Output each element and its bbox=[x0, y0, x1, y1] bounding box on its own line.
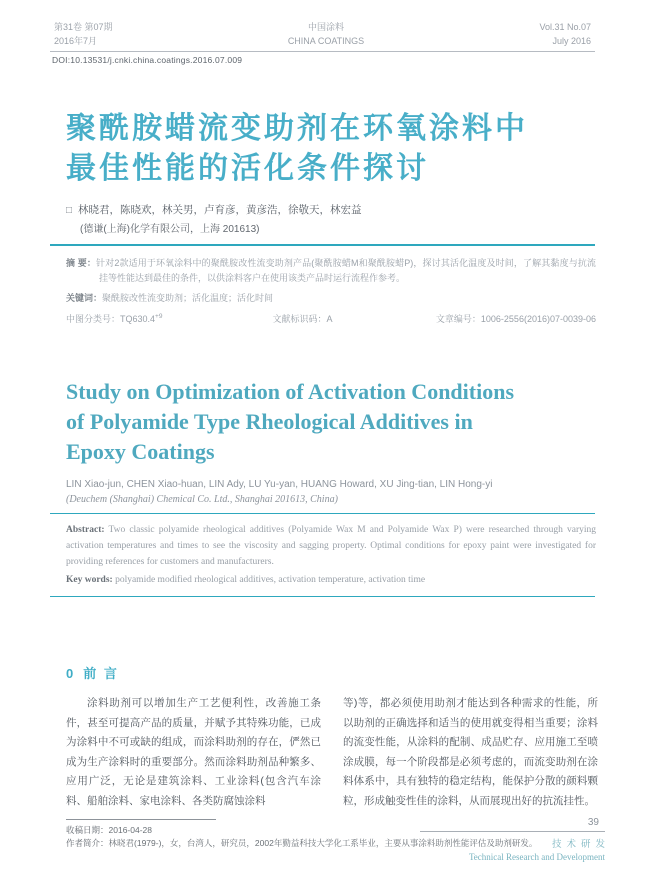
body-column-right: 等)等，都必须使用助剂才能达到各种需求的性能，所以助剂的正确选择和适当的使用就变得相当重要；涂料的流变性能，从涂料的配制、成品贮存、应用施工至喷涂成膜，每一个阶段都是必须考虑的，而流变助剂在涂料体系中，具有独特的稳定结构，能保护分散的颜料颗粒，形成触变性佳的涂料，从而展现出好的抗流挂性。 bbox=[343, 697, 598, 807]
keywords-cn-label: 关键词： bbox=[66, 293, 103, 303]
article-id-label: 文章编号： bbox=[435, 314, 481, 324]
doc-code-segment bbox=[272, 312, 332, 325]
footer-column-cn: 技术研发 bbox=[551, 839, 610, 850]
keywords-cn-line bbox=[66, 291, 596, 306]
affiliation-en: (Deuchem (Shanghai) Chemical Co. Ltd., Shanghai 201613, China) bbox=[66, 494, 338, 505]
abstract-en-block bbox=[66, 522, 596, 588]
title-cn-line2: 最佳性能的活化条件探讨 bbox=[66, 152, 429, 185]
footer-column-en: Technical Research and Development bbox=[468, 852, 605, 862]
page-number: 39 bbox=[587, 817, 599, 828]
abstract-en-bottom-rule bbox=[50, 596, 595, 597]
abstract-cn-top-rule bbox=[50, 244, 595, 246]
header-date-en: July 2016 bbox=[552, 36, 591, 46]
section-number: 0 bbox=[66, 666, 74, 681]
author-bio-label: 作者简介： bbox=[66, 838, 109, 848]
journal-header bbox=[40, 20, 605, 48]
received-date-label: 收稿日期： bbox=[66, 825, 109, 835]
section-title: 前 言 bbox=[83, 666, 119, 681]
doi-text: DOI:10.13531/j.cnki.china.coatings.2016.07.009 bbox=[52, 55, 243, 65]
header-journal-name bbox=[288, 20, 364, 48]
abstract-cn-paragraph bbox=[66, 256, 596, 286]
footer-rule bbox=[420, 831, 605, 832]
abstract-en-top-rule bbox=[50, 513, 595, 514]
keywords-en-line bbox=[66, 572, 596, 588]
clc-label: 中图分类号： bbox=[66, 314, 121, 324]
journal-name-en: CHINA COATINGS bbox=[287, 36, 365, 46]
author-marker-icon: □ bbox=[66, 205, 73, 216]
article-id-segment bbox=[436, 312, 596, 325]
affiliation-cn: (德谦(上海)化学有限公司，上海 201613) bbox=[80, 224, 260, 235]
header-date-cn: 2016年7月 bbox=[54, 36, 98, 46]
received-date-value: 2016-04-28 bbox=[108, 825, 152, 835]
clc-superscript: +9 bbox=[155, 313, 163, 320]
abstract-cn-label: 摘 要： bbox=[66, 258, 97, 268]
authors-cn bbox=[66, 202, 605, 217]
footnote-divider bbox=[66, 819, 216, 820]
author-bio-text: 林晓君(1979-)，女，台湾人，研究员，2002年勤益科技大学化工系毕业，主要从事涂料助剂性能评估及助剂研发。 bbox=[108, 838, 538, 848]
title-en-line3: Epoxy Coatings bbox=[66, 439, 215, 464]
header-divider bbox=[50, 51, 595, 52]
abstract-cn-text: 针对2款适用于环氧涂料中的聚酰胺改性流变助剂产品(聚酰胺蜡M和聚酰胺蜡P)，探讨其活化温度及时间，了解其黏度与抗流挂等性能达到最佳的条件，以供涂料客户在使用该类产品时运行流程作参考。 bbox=[96, 258, 596, 283]
body-column-left: 涂料助剂可以增加生产工艺便利性，改善施工条件，甚至可提高产品的质量，并赋予其特殊功能，已成为涂料中不可或缺的组成，而涂料助剂的存在，俨然已成为生产涂料时的重要部分。然而涂料助剂品种繁多、应用广泛，无论是建筑涂料、工业涂料(包含汽车涂料、船舶涂料、家电涂料、各类防腐蚀涂料 bbox=[66, 697, 321, 807]
authors-cn-names: 林晓君，陈晓欢，林关男，卢育彦，黄彦浩，徐敬天，林宏益 bbox=[78, 204, 362, 216]
clc-value: TQ630.4 bbox=[120, 314, 156, 324]
keywords-en-text: polyamide modified rheological additives, activation temperature, activation time bbox=[112, 575, 426, 585]
doc-code-value: A bbox=[326, 314, 333, 324]
clc-segment bbox=[66, 312, 162, 325]
journal-name-cn: 中国涂料 bbox=[307, 22, 344, 32]
title-cn-line1: 聚酰胺蜡流变助剂在环氧涂料中 bbox=[66, 112, 528, 145]
abstract-en-label: Abstract: bbox=[66, 525, 105, 535]
article-title-en bbox=[66, 377, 605, 467]
body-columns bbox=[66, 694, 598, 811]
header-volume-en: Vol.31 No.07 bbox=[539, 22, 591, 32]
abstract-en-text: Two classic polyamide rheological additives (Polyamide Wax M and Polyamide Wax P) were researched through varying activation temperatures and times to see the viscosity and sagging property. Optimal conditions for epoxy paint were investigated for providing references for customers and manufacturers. bbox=[66, 525, 596, 567]
section-heading bbox=[66, 663, 605, 682]
keywords-cn-text: 聚酰胺改性流变助剂；活化温度；活化时间 bbox=[102, 293, 274, 303]
header-issue-cn bbox=[54, 20, 113, 48]
abstract-en-paragraph bbox=[66, 522, 596, 570]
keywords-en-label: Key words: bbox=[66, 575, 113, 585]
title-en-line2: of Polyamide Type Rheological Additives in bbox=[66, 409, 473, 434]
authors-en: LIN Xiao-jun, CHEN Xiao-huan, LIN Ady, LU Yu-yan, HUANG Howard, XU Jing-tian, LIN Hong-yi bbox=[66, 479, 493, 490]
article-id-value: 1006-2556(2016)07-0039-06 bbox=[480, 314, 596, 324]
title-en-line1: Study on Optimization of Activation Conditions bbox=[66, 379, 515, 404]
page-footer bbox=[420, 817, 610, 862]
article-title-cn bbox=[66, 109, 605, 189]
doc-code-label: 文献标识码： bbox=[272, 314, 327, 324]
abstract-cn-block bbox=[66, 256, 596, 306]
header-volume-cn: 第31卷 第07期 bbox=[54, 22, 113, 32]
classification-line bbox=[66, 312, 596, 325]
header-issue-en bbox=[539, 20, 591, 48]
